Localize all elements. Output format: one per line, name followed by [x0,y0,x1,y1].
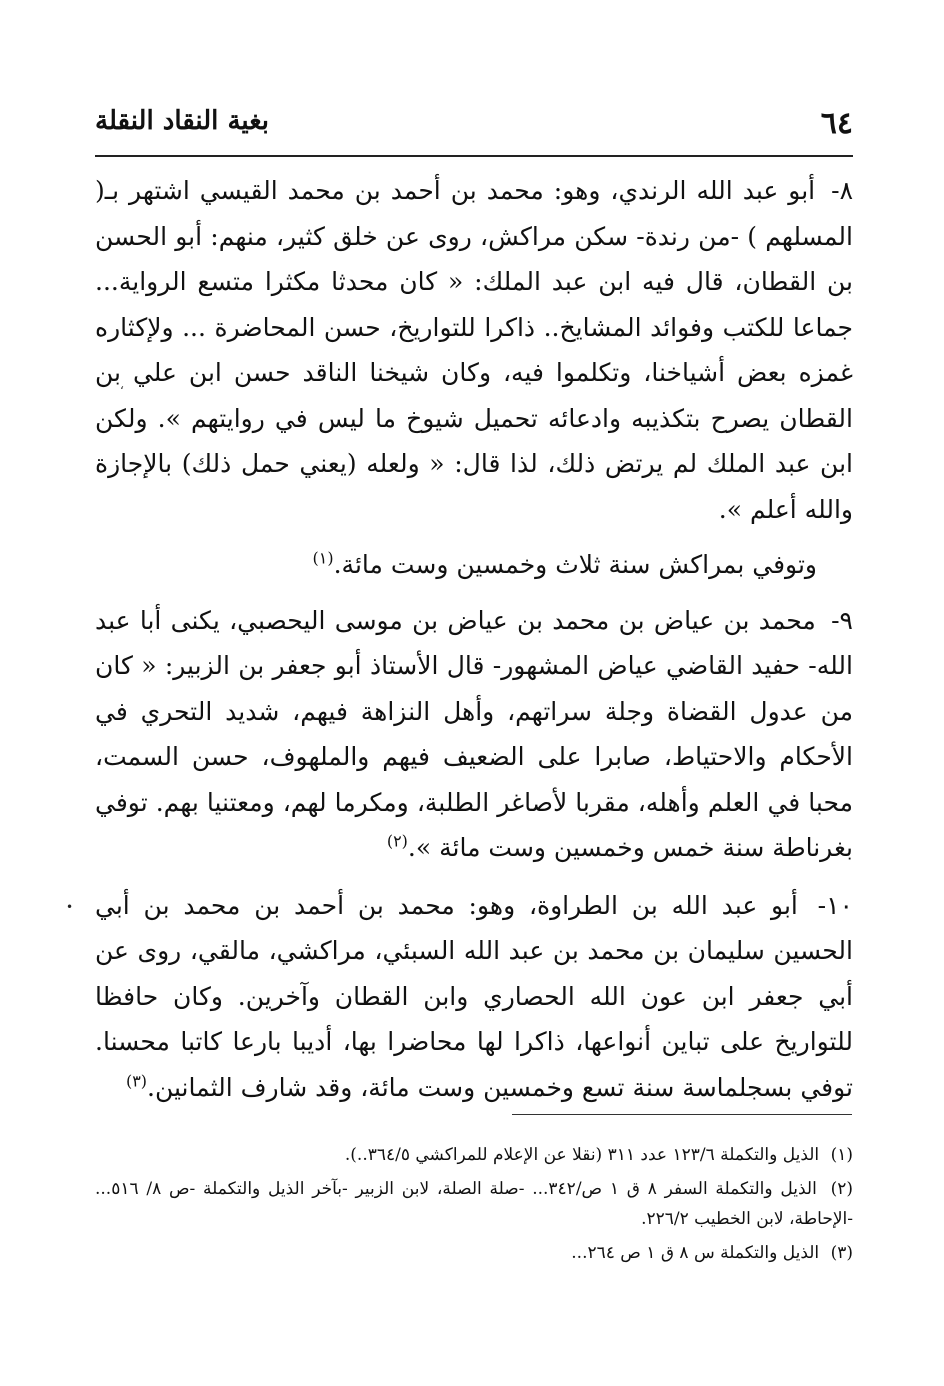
entry-text: أبو عبد الله بن الطراوة، وهو: محمد بن أحمد بن محمد بن أبي الحسين سليمان بن محمد بن عبد الله السبئي، مراكشي، مالقي، روى عن أبي جعفر ابن عون الله الحصاري وابن القطان وآخرين. وكان حافظا للتواريخ على تباين أنواعها، ذاكرا لها محاضرا بها، أديبا بارعا كاتبا محسنا. توفي بسجلماسة سنة تسع وخمسين وست مائة، وقد شارف الثمانين. [95,890,853,1102]
page-header [95,98,853,146]
entry-8-death-line [95,542,853,588]
entry-number: ١٠- [817,890,853,920]
entry-number: ٩- [831,605,853,635]
footnote-2 [95,1174,853,1234]
footnote-number: (٣) [830,1243,853,1263]
entry-number: ٨- [831,176,853,205]
footnote-1 [95,1140,853,1170]
header-rule [95,155,853,157]
main-text [95,168,853,1110]
footnote-number: (١) [830,1145,853,1165]
entry-9 [95,598,853,871]
footnote-ref-2: (٢) [386,831,408,851]
entry-text: أبو عبد الله الرندي، وهو: محمد بن أحمد بن محمد القيسي اشتهر بـ( المسلهم ) -من رندة- سكن مراكش، روى عن خلق كثير، منهم: أبو الحسن بن القطان، قال فيه ابن عبد الملك: « كان محدثا مكثرا متسع الرواية... جماعا للكتب وفوائد المشايخ.. ذاكرا للتواريخ، حسن المحاضرة ... ولإكثاره غمزه بعض أشياخنا، وتكلموا فيه، وكان شيخنا الناقد حسن ابن علي بن القطان يصرح بتكذيبه وادعائه تحميل شيوخ ما ليس في روايتهم ». ولكن ابن عبد الملك لم يرتض ذلك، لذا قال: « ولعله (يعني حمل ذلك) بالإجازة والله أعلم ». [95,176,853,524]
footnotes [95,1140,853,1272]
footnote-ref-3: (٣) [125,1071,148,1091]
footnote-number: (٢) [830,1179,853,1199]
footnote-3 [95,1238,853,1268]
entry-8 [95,168,853,532]
running-title: بغية النقاد النقلة [95,106,270,136]
footnote-separator [512,1114,852,1115]
death-text: وتوفي بمراكش سنة ثلاث وخمسين وست مائة. [333,550,817,579]
entry-text: محمد بن عياض بن محمد بن عياض بن موسى اليحصبي، يكنى أبا عبد الله- حفيد القاضي عياض المشهور- قال الأستاذ أبو جعفر بن الزبير: « كان من عدول القضاة وجلة سراتهم، وأهل النزاهة فيهم، شديد التحري في الأحكام والاحتياط، صابرا على الضعيف فيهم والملهوف، حسن السمت، محبا في العلم وأهله، مقربا لأصاغر الطلبة، ومكرما لهم، ومعتنيا بهم. توفي بغرناطة سنة خمس وخمسين وست مائة ». [95,605,853,862]
scan-speck: • [66,900,74,914]
spacer [95,588,853,598]
footnote-text: الذيل والتكملة س ٨ ق ١ ص ٢٦٤... [571,1243,820,1263]
footnote-text: الذيل والتكملة ١٢٣/٦ عدد ٣١١ (نقلا عن الإعلام للمراكشي ٣٦٤/٥..). [344,1145,820,1165]
spacer [95,871,853,883]
footnote-ref-1: (١) [312,548,334,568]
entry-10 [95,883,853,1111]
page-number: ٦٤ [820,106,853,141]
scan-speck: ‘ [120,384,124,398]
footnote-text: الذيل والتكملة السفر ٨ ق ١ ص/٣٤٢... -صلة الصلة، لابن الزبير -بآخر الذيل والتكملة -ص ٨/ ٥١٦... -الإحاطة، لابن الخطيب ٢٢٦/٢. [95,1179,853,1229]
